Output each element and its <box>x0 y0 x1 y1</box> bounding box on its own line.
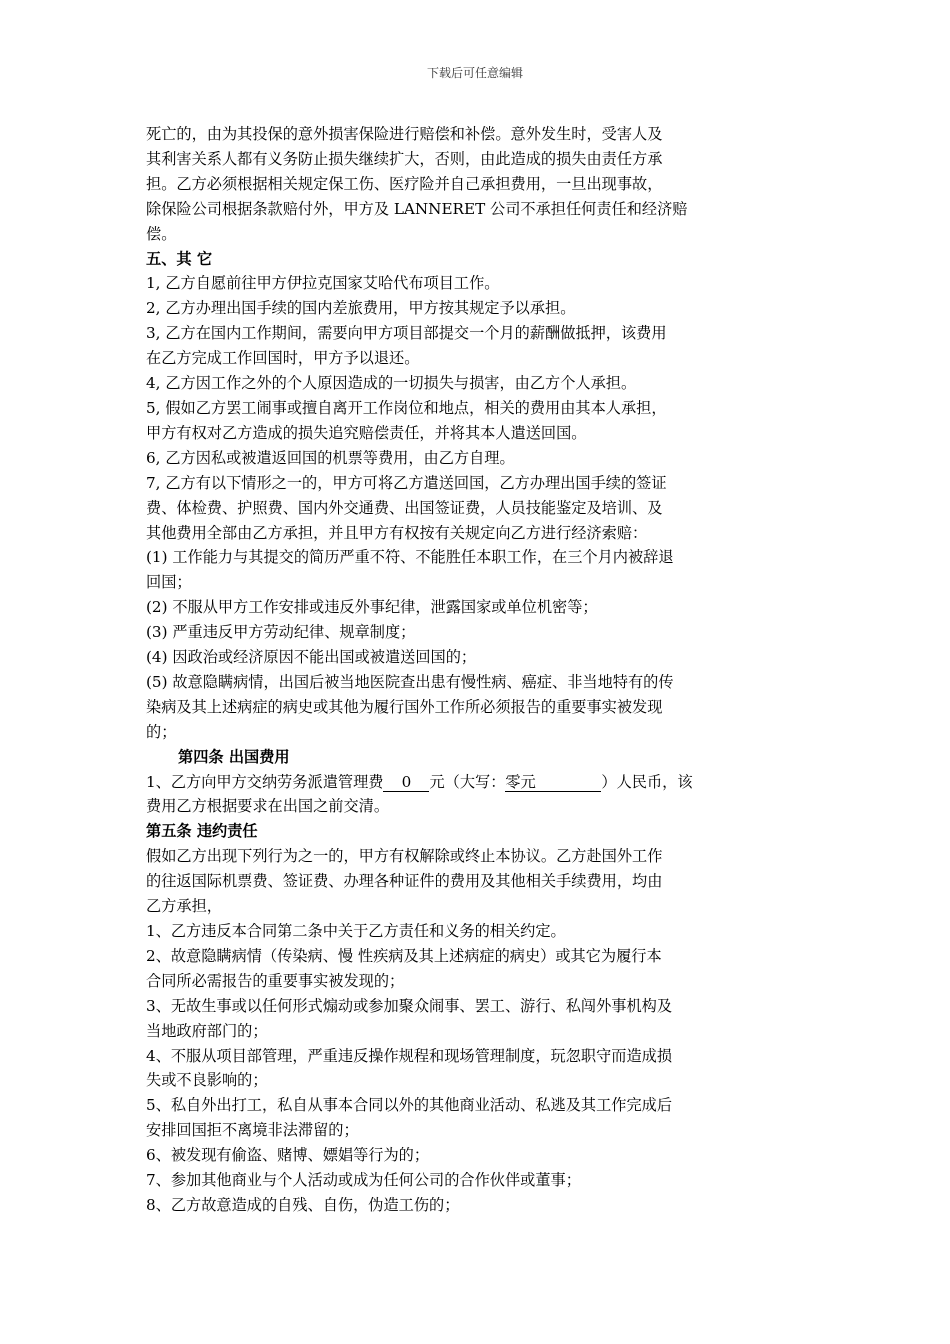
text-line: 失或不良影响的； <box>146 1071 268 1090</box>
text-line: 费、体检费、护照费、国内外交通费、出国签证费，人员技能鉴定及培训、及 <box>146 498 663 517</box>
text-line: 其他费用全部由乙方承担，并且甲方有权按有关规定向乙方进行经济索赔： <box>146 523 648 542</box>
text-line: 7, 乙方有以下情形之一的，甲方可将乙方遣送回国，乙方办理出国手续的签证 <box>146 473 667 492</box>
text-line: (4) 因政治或经济原因不能出国或被遣送回国的； <box>146 648 477 667</box>
text-line: 的； <box>146 722 177 741</box>
text-line: 2, 乙方办理出国手续的国内差旅费用，甲方按其规定予以承担。 <box>146 299 576 318</box>
text-line: 4、不服从项目部管理，严重违反操作规程和现场管理制度，玩忽职守而造成损 <box>146 1046 673 1065</box>
fee-text-a: 1、乙方向甲方交纳劳务派遣管理费 <box>146 772 384 791</box>
text-line: 当地政府部门的； <box>146 1021 268 1040</box>
text-line: 的往返国际机票费、签证费、办理各种证件的费用及其他相关手续费用，均由 <box>146 872 663 891</box>
fee-text-b: 元（大写： <box>429 772 506 791</box>
text-line: (2) 不服从甲方工作安排或违反外事纪律，泄露国家或单位机密等； <box>146 598 598 617</box>
text-line: 其利害关系人都有义务防止损失继续扩大，否则，由此造成的损失由责任方承 <box>146 149 663 168</box>
text-line: (3) 严重违反甲方劳动纪律、规章制度； <box>146 623 416 642</box>
text-line: 在乙方完成工作回国时，甲方予以退还。 <box>146 349 420 368</box>
text-line: 6、被发现有偷盗、赌博、嫖娼等行为的； <box>146 1146 430 1165</box>
article-five-title: 第五条 违约责任 <box>146 822 258 841</box>
text-line: 安排回国拒不离境非法滞留的； <box>146 1121 359 1140</box>
text-line: 3, 乙方在国内工作期间，需要向甲方项目部提交一个月的薪酬做抵押，该费用 <box>146 324 667 343</box>
text-line: 7、参加其他商业与个人活动或成为任何公司的合作伙伴或董事； <box>146 1171 581 1190</box>
text-line: (1) 工作能力与其提交的简历严重不符、不能胜任本职工作，在三个月内被辞退 <box>146 548 674 567</box>
text-line: 8、乙方故意造成的自残、自伤，伪造工伤的； <box>146 1195 460 1214</box>
text-line: 担。乙方必须根据相关规定保工伤、医疗险并自己承担费用，一旦出现事故， <box>146 174 663 193</box>
text-line: 假如乙方出现下列行为之一的，甲方有权解除或终止本协议。乙方赴国外工作 <box>146 847 663 866</box>
fee-line <box>146 770 810 795</box>
page-header: 下载后可任意编辑 <box>426 66 523 80</box>
text-line: 5、私自外出打工，私自从事本合同以外的其他商业活动、私逃及其工作完成后 <box>146 1096 673 1115</box>
text-line: 回国； <box>146 573 192 592</box>
fee-words-field: 零元 <box>505 773 601 792</box>
text-line: 染病及其上述病症的病史或其他为履行国外工作所必须报告的重要事实被发现 <box>146 697 663 716</box>
fee-text-c: ）人民币，该 <box>601 772 693 791</box>
text-line: 甲方有权对乙方造成的损失追究赔偿责任，并将其本人遣送回国。 <box>146 423 587 442</box>
text-line: 除保险公司根据条款赔付外，甲方及 LANNERET 公司不承担任何责任和经济赔 <box>146 199 688 218</box>
article-four-title: 第四条 出国费用 <box>178 747 290 766</box>
article-five-body <box>146 844 810 1218</box>
text-line: 偿。 <box>146 224 177 243</box>
fee-amount-field: 0 <box>383 773 429 792</box>
text-line: 3、无故生事或以任何形式煽动或参加聚众闹事、罢工、游行、私闯外事机构及 <box>146 996 673 1015</box>
text-line: 2、故意隐瞒病情（传染病、慢 性疾病及其上述病症的病史）或其它为履行本 <box>146 946 662 965</box>
text-line: 死亡的，由为其投保的意外损害保险进行赔偿和补偿。意外发生时，受害人及 <box>146 125 663 143</box>
text-line: 合同所必需报告的重要事实被发现的； <box>146 971 405 990</box>
text-line: 1、乙方违反本合同第二条中关于乙方责任和义务的相关约定。 <box>146 922 566 940</box>
text-line: 6, 乙方因私或被遣返回国的机票等费用，由乙方自理。 <box>146 448 515 467</box>
text-line: 1, 乙方自愿前往甲方伊拉克国家艾哈代布项目工作。 <box>146 274 500 293</box>
text-line: 费用乙方根据要求在出国之前交清。 <box>146 797 389 816</box>
section-five-body <box>146 271 810 744</box>
document-body <box>146 122 810 1218</box>
intro-paragraph <box>146 122 810 247</box>
text-line: 乙方承担， <box>146 897 222 916</box>
text-line: 5, 假如乙方罢工闹事或擅自离开工作岗位和地点，相关的费用由其本人承担， <box>146 398 667 417</box>
section-five-title: 五、其 它 <box>146 249 213 268</box>
text-line: 4, 乙方因工作之外的个人原因造成的一切损失与损害，由乙方个人承担。 <box>146 374 637 393</box>
text-line: (5) 故意隐瞒病情，出国后被当地医院查出患有慢性病、癌症、非当地特有的传 <box>146 672 674 691</box>
